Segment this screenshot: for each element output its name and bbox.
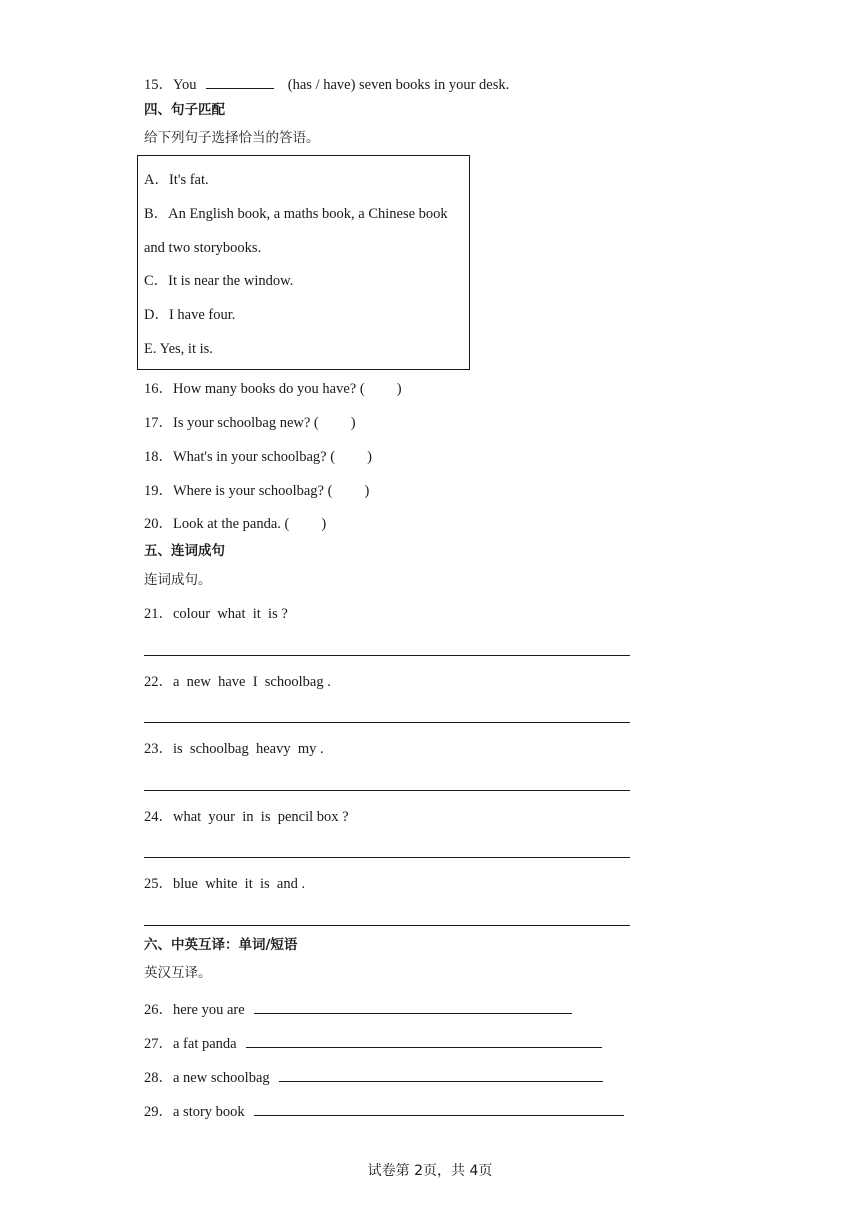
word-list: blue white it is and . [173, 876, 306, 892]
section-6-title: 六、中英互译：单词/短语 [144, 937, 298, 953]
question-number: 24． [144, 809, 173, 825]
question-29 [144, 1101, 624, 1121]
question-21 [144, 605, 288, 623]
question-number: 19． [144, 483, 173, 499]
question-number: 23． [144, 741, 173, 757]
option-b: B．An English book, a maths book, a Chinese book [144, 206, 448, 222]
paren-close: ) [321, 516, 327, 532]
question-number: 15． [144, 77, 173, 93]
question-text: What's in your schoolbag? ( [173, 449, 336, 465]
question-28 [144, 1067, 603, 1087]
answer-blank[interactable] [246, 1033, 602, 1048]
options-box [137, 155, 470, 370]
word-list: a new have I schoolbag . [173, 674, 331, 690]
option-c: C．It is near the window. [144, 273, 294, 289]
section-6-instruction: 英汉互译。 [144, 965, 212, 981]
question-number: 26． [144, 1002, 173, 1018]
question-number: 25． [144, 876, 173, 892]
question-number: 22． [144, 674, 173, 690]
question-text: You [173, 77, 197, 93]
option-b-continued: and two storybooks. [144, 240, 262, 256]
section-4-instruction: 给下列句子选择恰当的答语。 [144, 130, 320, 146]
question-26 [144, 999, 572, 1019]
question-25 [144, 875, 305, 893]
paren-close: ) [367, 449, 372, 465]
question-number: 16． [144, 381, 173, 397]
question-text: a fat panda [173, 1036, 237, 1052]
section-5-title: 五、连词成句 [144, 543, 225, 559]
paren-close: ) [350, 415, 356, 431]
answer-line[interactable] [144, 722, 630, 723]
question-17 [144, 414, 356, 432]
section-5-instruction: 连词成句。 [144, 572, 212, 588]
question-number: 21． [144, 606, 173, 622]
page-footer: 试卷第 2页，共 4页 [367, 1163, 493, 1179]
option-a: A．It's fat. [144, 172, 209, 188]
question-22 [144, 673, 331, 691]
answer-blank[interactable] [254, 1101, 624, 1116]
question-text: Look at the panda. ( [173, 516, 290, 532]
question-16 [144, 380, 402, 398]
paren-close: ) [396, 381, 402, 397]
option-d: D．I have four. [144, 307, 236, 323]
question-number: 20． [144, 516, 173, 532]
section-4-title: 四、句子匹配 [144, 102, 225, 118]
question-text: (has / have) seven books in your desk. [287, 77, 510, 93]
answer-blank[interactable] [279, 1067, 603, 1082]
question-18 [144, 448, 372, 466]
question-27 [144, 1033, 602, 1053]
question-text: here you are [173, 1002, 245, 1018]
question-number: 27． [144, 1036, 173, 1052]
question-text: Where is your schoolbag? ( [173, 483, 333, 499]
answer-line[interactable] [144, 790, 630, 791]
question-number: 18． [144, 449, 173, 465]
question-text: How many books do you have? ( [173, 381, 365, 397]
question-19 [144, 482, 369, 500]
word-list: colour what it is ? [173, 606, 288, 622]
answer-line[interactable] [144, 655, 630, 656]
answer-line[interactable] [144, 925, 630, 926]
question-number: 17． [144, 415, 173, 431]
question-15 [144, 74, 509, 94]
question-20 [144, 515, 326, 533]
answer-blank[interactable] [206, 74, 274, 89]
word-list: is schoolbag heavy my . [173, 741, 324, 757]
paren-close: ) [364, 483, 370, 499]
question-24 [144, 808, 349, 826]
option-e: E. Yes, it is. [144, 341, 213, 357]
question-number: 29． [144, 1104, 173, 1120]
question-23 [144, 740, 324, 758]
answer-line[interactable] [144, 857, 630, 858]
question-text: Is your schoolbag new? ( [173, 415, 319, 431]
question-number: 28． [144, 1070, 173, 1086]
word-list: what your in is pencil box ? [173, 809, 349, 825]
question-text: a new schoolbag [173, 1070, 270, 1086]
answer-blank[interactable] [254, 999, 572, 1014]
question-text: a story book [173, 1104, 245, 1120]
